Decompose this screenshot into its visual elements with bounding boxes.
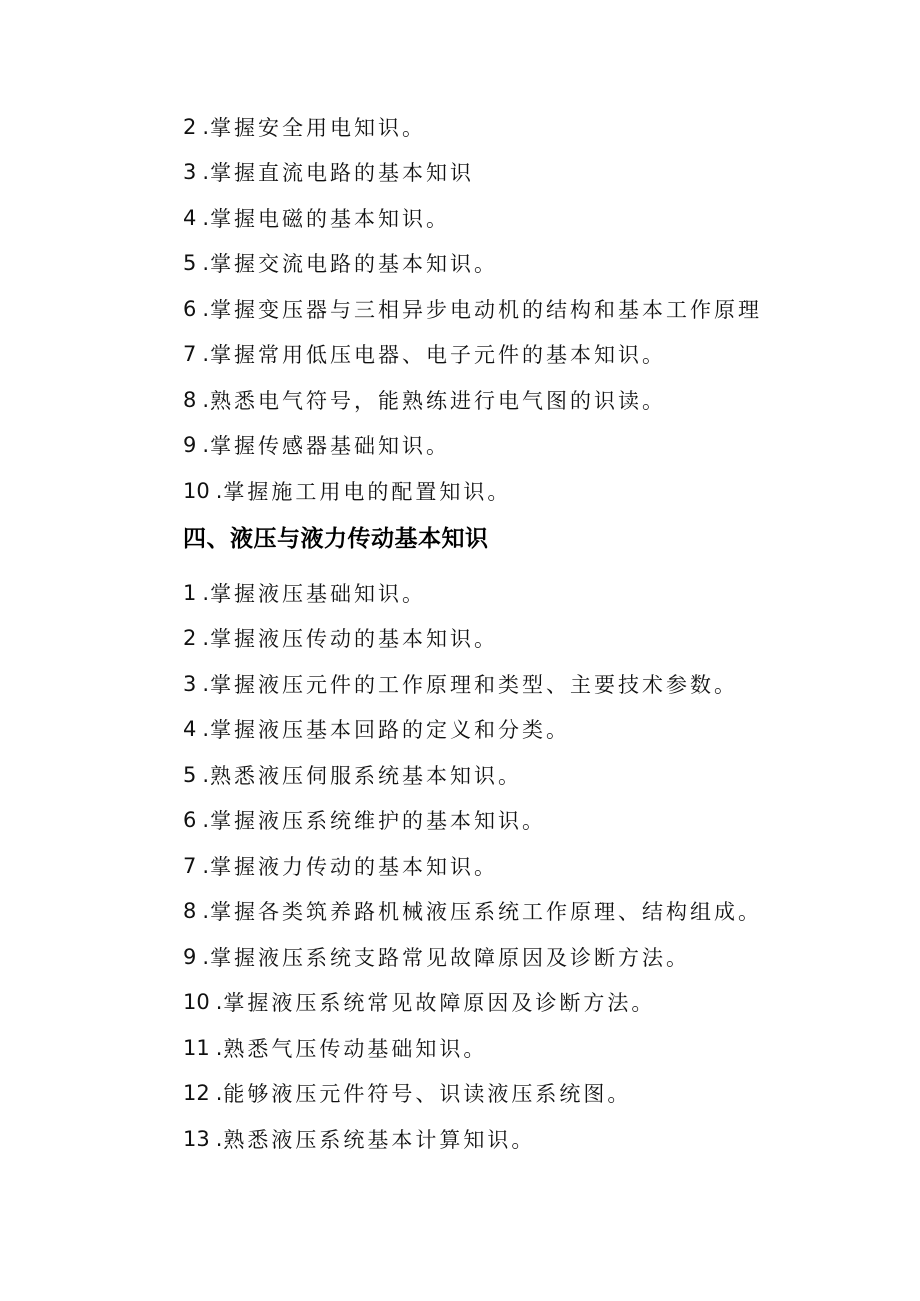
item-number: 13 [183,1126,210,1151]
item-separator: . [202,944,210,969]
list-item [183,980,823,1026]
item-separator: . [202,296,210,321]
item-text: 掌握直流电路的基本知识 [210,161,475,186]
item-number: 3 [183,160,197,185]
list-item [183,286,823,332]
item-separator: . [202,626,210,651]
item-text: 熟悉液压伺服系统基本知识。 [210,763,523,788]
list-item [183,843,823,889]
item-separator: . [202,251,210,276]
item-number: 9 [183,944,197,969]
item-text: 掌握液压基础知识。 [210,581,427,606]
item-separator: . [202,853,210,878]
item-separator: . [202,433,210,458]
item-number: 2 [183,114,197,139]
item-number: 4 [183,717,197,742]
item-separator: . [202,717,210,742]
item-number: 8 [183,387,197,412]
item-text: 能够液压元件符号、识读液压系统图。 [223,1082,632,1107]
item-separator: . [202,114,210,139]
item-text: 熟悉液压系统基本计算知识。 [223,1127,536,1152]
list-item [183,1025,823,1071]
list-item [183,241,823,287]
list-item [183,195,823,241]
item-separator: . [202,205,210,230]
item-text: 掌握交流电路的基本知识。 [210,252,499,277]
item-text: 掌握电磁的基本知识。 [210,206,451,231]
list-item [183,1116,823,1162]
list-item [183,468,823,514]
list-item [183,934,823,980]
item-separator: . [215,1081,223,1106]
item-number: 6 [183,296,197,321]
item-separator: . [202,671,210,696]
item-separator: . [202,387,210,412]
list-item [183,377,823,423]
item-number: 7 [183,853,197,878]
item-text: 掌握变压器与三相异步电动机的结构和基本工作原理 [210,297,763,322]
list-item [183,423,823,469]
item-number: 6 [183,808,197,833]
item-separator: . [202,160,210,185]
item-number: 11 [183,1035,210,1060]
item-text: 掌握施工用电的配置知识。 [223,479,512,504]
item-text: 掌握传感器基础知识。 [210,434,451,459]
item-text: 掌握各类筑养路机械液压系统工作原理、结构组成。 [210,900,763,925]
item-separator: . [202,342,210,367]
item-text: 熟悉电气符号，能熟练进行电气图的识读。 [210,388,667,413]
item-text: 掌握液压元件的工作原理和类型、主要技术参数。 [210,672,739,697]
item-separator: . [215,990,223,1015]
list-item [183,332,823,378]
item-text: 掌握液压传动的基本知识。 [210,627,499,652]
item-number: 10 [183,990,210,1015]
item-number: 10 [183,478,210,503]
list-item [183,616,823,662]
item-separator: . [202,762,210,787]
list-item [183,798,823,844]
item-separator: . [202,899,210,924]
item-number: 7 [183,342,197,367]
section-heading: 四、液压与液力传动基本知识 [183,526,489,552]
item-number: 8 [183,899,197,924]
item-separator: . [202,808,210,833]
list-item [183,104,823,150]
list-item [183,570,823,616]
electrical-knowledge-list [183,104,823,514]
item-number: 12 [183,1081,210,1106]
item-text: 掌握液压系统支路常见故障原因及诊断方法。 [210,945,691,970]
item-number: 4 [183,205,197,230]
item-separator: . [202,580,210,605]
hydraulic-knowledge-list [183,570,823,1162]
item-text: 熟悉气压传动基础知识。 [223,1036,488,1061]
item-number: 9 [183,433,197,458]
item-text: 掌握液压系统常见故障原因及诊断方法。 [223,991,656,1016]
list-item [183,707,823,753]
item-separator: . [215,478,223,503]
item-number: 5 [183,251,197,276]
item-text: 掌握常用低压电器、电子元件的基本知识。 [210,343,667,368]
item-number: 1 [183,580,197,605]
item-text: 掌握液压基本回路的定义和分类。 [210,718,571,743]
item-text: 掌握安全用电知识。 [210,115,427,140]
item-number: 2 [183,626,197,651]
item-number: 3 [183,671,197,696]
item-separator: . [215,1035,223,1060]
item-text: 掌握液压系统维护的基本知识。 [210,809,547,834]
list-item [183,150,823,196]
item-number: 5 [183,762,197,787]
item-separator: . [215,1126,223,1151]
list-item [183,889,823,935]
list-item [183,661,823,707]
list-item [183,752,823,798]
item-text: 掌握液力传动的基本知识。 [210,854,499,879]
list-item [183,1071,823,1117]
